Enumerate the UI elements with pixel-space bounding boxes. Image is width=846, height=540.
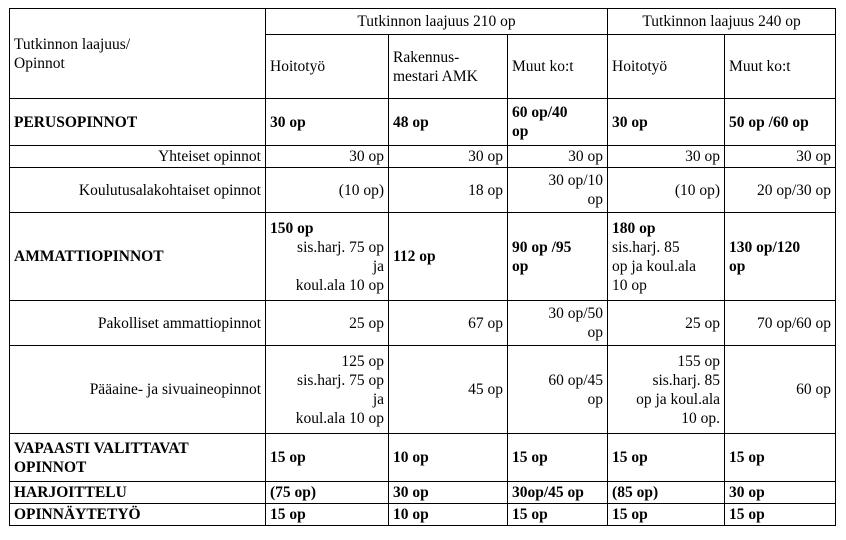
cell-opinnayte-muut-210: 15 op <box>508 504 608 526</box>
cell-yhteiset-hoitotyo-240: 30 op <box>608 146 725 168</box>
cell-ammatti-hoitotyo-240-line4: 10 op <box>612 276 647 294</box>
cell-yhteiset-muut-240: 30 op <box>725 146 836 168</box>
cell-paaaine-hoitotyo-240-line2: sis.harj. 85 <box>652 371 721 389</box>
column-header-muut-240: Muut ko:t <box>725 35 836 99</box>
row-label-koulutusala: Koulutusalakohtaiset opinnot <box>10 168 266 213</box>
cell-vapaasti-muut-210: 15 op <box>508 434 608 482</box>
cell-ammatti-hoitotyo-210-line1: 150 op <box>270 219 314 237</box>
cell-ammatti-muut-240-line2: op <box>729 257 746 275</box>
cell-paaaine-hoitotyo-210-line2: sis.harj. 75 op <box>297 371 384 389</box>
cell-koulutus-muut-240: 20 op/30 op <box>725 168 836 213</box>
column-header-muut-210: Muut ko:t <box>508 35 608 99</box>
row-label-vapaasti <box>10 434 266 482</box>
cell-ammatti-hoitotyo-240-line2: sis.harj. 85 <box>612 238 680 256</box>
cell-koulutus-hoitotyo-240: (10 op) <box>608 168 725 213</box>
column-header-rakennusmestari-line2: mestari AMK <box>393 67 478 85</box>
cell-vapaasti-hoitotyo-240: 15 op <box>608 434 725 482</box>
corner-header-cell <box>10 9 266 99</box>
cell-pakolliset-muut-240: 70 op/60 op <box>725 301 836 346</box>
cell-perus-hoitotyo-210: 30 op <box>266 99 389 146</box>
cell-koulutus-rakennusmestari: 18 op <box>389 168 508 213</box>
cell-paaaine-hoitotyo-210 <box>266 346 389 434</box>
cell-ammatti-muut-210-line2: op <box>512 257 529 275</box>
cell-ammatti-muut-210 <box>508 213 608 301</box>
cell-ammatti-hoitotyo-210-line4: koul.ala 10 op <box>295 276 384 294</box>
cell-pakolliset-rakennusmestari: 67 op <box>389 301 508 346</box>
column-header-rakennusmestari-line1: Rakennus- <box>393 48 460 66</box>
cell-paaaine-hoitotyo-210-line3: ja <box>372 390 384 408</box>
column-header-hoitotyo-240: Hoitotyö <box>608 35 725 99</box>
group-header-240: Tutkinnon laajuus 240 op <box>608 9 836 35</box>
row-label-ammattiopinnot: AMMATTIOPINNOT <box>10 213 266 301</box>
cell-koulutus-muut-210-line1: 30 op/10 <box>548 172 604 189</box>
cell-paaaine-hoitotyo-240-line4: 10 op. <box>681 409 721 427</box>
cell-paaaine-hoitotyo-240 <box>608 346 725 434</box>
cell-perus-muut-210 <box>508 99 608 146</box>
row-label-pakolliset: Pakolliset ammattiopinnot <box>10 301 266 346</box>
row-opinnaytetyo <box>10 504 836 526</box>
row-koulutusala <box>10 168 836 213</box>
row-label-vapaasti-line1: VAPAASTI VALITTAVAT <box>14 439 189 457</box>
column-header-rakennusmestari <box>389 35 508 99</box>
row-label-opinnaytetyo: OPINNÄYTETYÖ <box>10 504 266 526</box>
cell-koulutus-muut-210-line2: op <box>587 191 604 208</box>
cell-harjoittelu-muut-210: 30op/45 op <box>508 482 608 504</box>
row-pakolliset <box>10 301 836 346</box>
cell-paaaine-muut-210-line2: op <box>587 390 604 408</box>
group-header-210: Tutkinnon laajuus 210 op <box>266 9 608 35</box>
cell-pakolliset-hoitotyo-210: 25 op <box>266 301 389 346</box>
corner-header-line2: Opinnot <box>14 54 65 72</box>
cell-ammatti-hoitotyo-240 <box>608 213 725 301</box>
cell-paaaine-hoitotyo-240-line3: op ja koul.ala <box>636 390 721 408</box>
cell-opinnayte-muut-240: 15 op <box>725 504 836 526</box>
cell-pakolliset-muut-210-line2: op <box>587 324 604 341</box>
row-ammattiopinnot <box>10 213 836 301</box>
cell-opinnayte-rakennusmestari: 10 op <box>389 504 508 526</box>
cell-ammatti-muut-240-line1: 130 op/120 <box>729 238 801 256</box>
row-vapaasti <box>10 434 836 482</box>
cell-vapaasti-hoitotyo-210: 15 op <box>266 434 389 482</box>
cell-ammatti-rakennusmestari: 112 op <box>389 213 508 301</box>
cell-perus-muut-210-line2: op <box>512 123 529 140</box>
row-yhteiset <box>10 146 836 168</box>
cell-opinnayte-hoitotyo-210: 15 op <box>266 504 389 526</box>
cell-ammatti-hoitotyo-210-line2: sis.harj. 75 op <box>297 238 384 256</box>
cell-paaaine-muut-210-line1: 60 op/45 <box>548 371 604 389</box>
cell-opinnayte-hoitotyo-240: 15 op <box>608 504 725 526</box>
row-label-vapaasti-line2: OPINNOT <box>14 458 87 476</box>
cell-paaaine-rakennusmestari: 45 op <box>389 346 508 434</box>
cell-yhteiset-muut-210: 30 op <box>508 146 608 168</box>
cell-paaaine-hoitotyo-210-line1: 125 op <box>341 352 384 370</box>
cell-perus-muut-240: 50 op /60 op <box>725 99 836 146</box>
corner-header-line1: Tutkinnon laajuus/ <box>14 35 131 53</box>
cell-ammatti-muut-240 <box>725 213 836 301</box>
cell-paaaine-hoitotyo-240-line1: 155 op <box>677 352 721 370</box>
column-header-hoitotyo-210: Hoitotyö <box>266 35 389 99</box>
study-credits-table <box>9 8 836 526</box>
row-paaaine <box>10 346 836 434</box>
cell-paaaine-muut-210 <box>508 346 608 434</box>
cell-ammatti-hoitotyo-210-line3: ja <box>372 257 384 275</box>
cell-pakolliset-hoitotyo-240: 25 op <box>608 301 725 346</box>
row-harjoittelu <box>10 482 836 504</box>
row-label-yhteiset: Yhteiset opinnot <box>10 146 266 168</box>
cell-harjoittelu-hoitotyo-240: (85 op) <box>608 482 725 504</box>
cell-ammatti-hoitotyo-240-line3: op ja koul.ala <box>612 257 696 275</box>
cell-yhteiset-rakennusmestari: 30 op <box>389 146 508 168</box>
row-label-paaaine: Pääaine- ja sivuaineopinnot <box>10 346 266 434</box>
cell-perus-muut-210-line1: 60 op/40 <box>512 104 568 121</box>
header-row-groups <box>10 9 836 35</box>
row-perusopinnot <box>10 99 836 146</box>
cell-harjoittelu-hoitotyo-210: (75 op) <box>266 482 389 504</box>
cell-pakolliset-muut-210 <box>508 301 608 346</box>
cell-ammatti-muut-210-line1: 90 op /95 <box>512 238 572 256</box>
cell-vapaasti-rakennusmestari: 10 op <box>389 434 508 482</box>
cell-perus-rakennusmestari: 48 op <box>389 99 508 146</box>
cell-vapaasti-muut-240: 15 op <box>725 434 836 482</box>
cell-harjoittelu-rakennusmestari: 30 op <box>389 482 508 504</box>
cell-paaaine-hoitotyo-210-line4: koul.ala 10 op <box>295 409 384 427</box>
row-label-harjoittelu: HARJOITTELU <box>10 482 266 504</box>
cell-koulutus-hoitotyo-210: (10 op) <box>266 168 389 213</box>
cell-ammatti-hoitotyo-240-line1: 180 op <box>612 219 656 237</box>
cell-pakolliset-muut-210-line1: 30 op/50 <box>548 305 604 322</box>
row-label-perusopinnot: PERUSOPINNOT <box>10 99 266 146</box>
cell-perus-hoitotyo-240: 30 op <box>608 99 725 146</box>
cell-yhteiset-hoitotyo-210: 30 op <box>266 146 389 168</box>
cell-paaaine-muut-240: 60 op <box>725 346 836 434</box>
cell-koulutus-muut-210 <box>508 168 608 213</box>
cell-ammatti-hoitotyo-210 <box>266 213 389 301</box>
cell-harjoittelu-muut-240: 30 op <box>725 482 836 504</box>
